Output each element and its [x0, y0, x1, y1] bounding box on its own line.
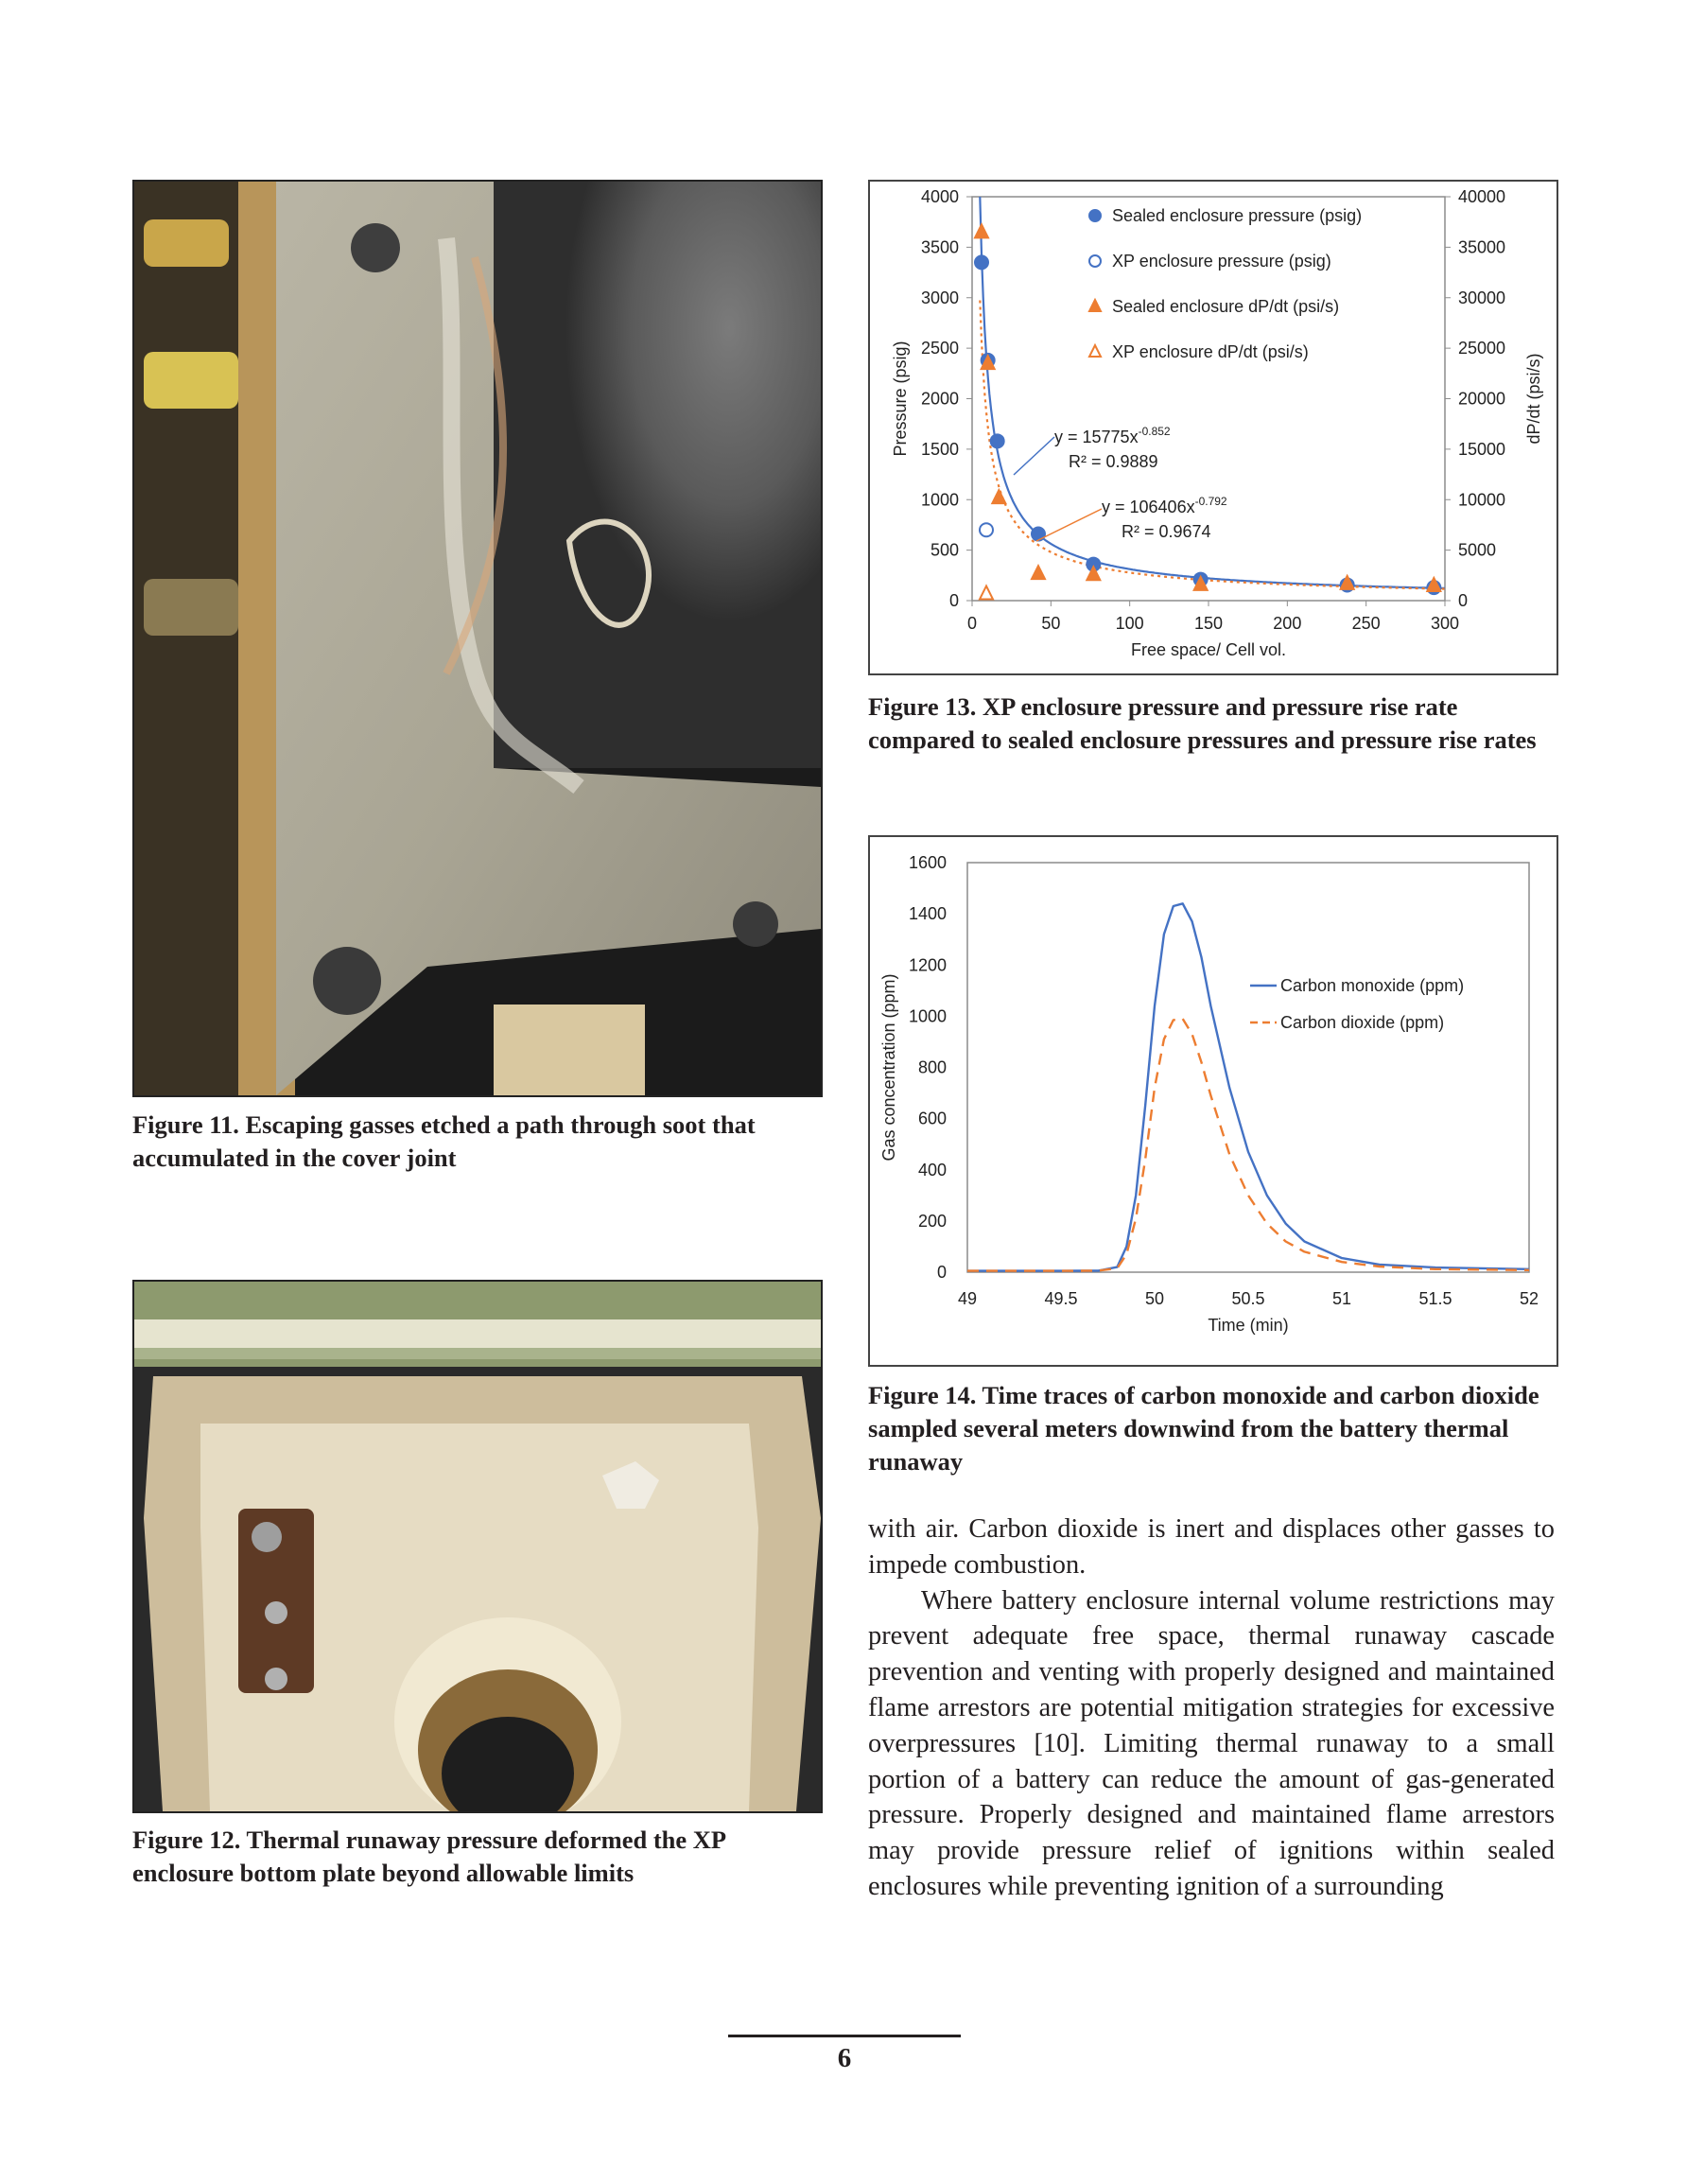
- trendline-1-equation: $y = 15775x^{-0.852}$: [1054, 425, 1171, 446]
- figure-11-photo: [132, 180, 823, 1097]
- x-tick-label: 50.5: [1231, 1289, 1265, 1308]
- legend-label: Carbon monoxide (ppm): [1280, 976, 1465, 995]
- legend-label: Sealed enclosure pressure (psig): [1112, 206, 1363, 225]
- footer-rule: [728, 2035, 961, 2037]
- y2-axis-label: dP/dt (psi/s): [1524, 353, 1543, 445]
- y2-tick-label: 10000: [1458, 490, 1506, 510]
- figure-13-chart: [868, 180, 1558, 675]
- annotation-leader-1: [1014, 437, 1054, 475]
- x-tick-label: 49: [957, 1289, 978, 1308]
- figure-12-caption: Figure 12. Thermal runaway pressure deformed the XP enclosure bottom plate beyond allowable limits: [132, 1826, 725, 1887]
- page-number: 6: [837, 2043, 852, 2073]
- y-tick-label: 500: [930, 540, 959, 560]
- x-tick-label: 300: [1430, 614, 1460, 633]
- figure-14-svg: [870, 837, 1557, 1365]
- x-tick-label: 0: [966, 614, 978, 633]
- x-tick-label: 100: [1115, 614, 1144, 633]
- marker-series-1: [975, 255, 988, 269]
- marker-series-1: [1032, 528, 1045, 541]
- y-tick-label: 1400: [908, 904, 947, 924]
- body-paragraph-1: with air. Carbon dioxide is inert and displaces other gasses to impede combustion.: [868, 1514, 1555, 1580]
- y2-tick-label: 5000: [1458, 540, 1497, 560]
- y2-tick-label: 35000: [1458, 237, 1506, 257]
- y-tick-label: 400: [917, 1160, 947, 1179]
- legend-label: XP enclosure pressure (psig): [1112, 252, 1331, 271]
- marker-series-3: [975, 224, 988, 237]
- y2-tick-label: 0: [1458, 591, 1469, 610]
- x-axis-label: Free space/ Cell vol.: [1130, 640, 1287, 659]
- marker-series-1: [991, 434, 1004, 447]
- trendline-1-r2: R² = 0.9889: [1069, 452, 1158, 471]
- legend-marker: [1089, 210, 1101, 221]
- marker-series-2: [980, 523, 993, 536]
- legend-marker: [1089, 345, 1101, 357]
- y2-tick-label: 15000: [1458, 439, 1506, 459]
- x-tick-label: 250: [1351, 614, 1381, 633]
- y-tick-label: 2500: [920, 339, 959, 358]
- trendline-2-exponent: -0.792: [1194, 495, 1227, 508]
- plot-area: [967, 863, 1529, 1272]
- figure-11-caption: Figure 11. Escaping gasses etched a path through soot that accumulated in the cover joint: [132, 1110, 756, 1172]
- x-axis-label: Time (min): [1208, 1316, 1289, 1335]
- figure-13-caption: Figure 13. XP enclosure pressure and pressure rise rate compared to sealed enclosure pressures and pressure rise rates: [868, 692, 1537, 754]
- x-tick-label: 50: [1144, 1289, 1165, 1308]
- y2-tick-label: 30000: [1458, 288, 1506, 307]
- y-tick-label: 1000: [908, 1006, 947, 1026]
- legend-marker: [1089, 255, 1101, 267]
- legend-label: XP enclosure dP/dt (psi/s): [1112, 342, 1309, 361]
- x-tick-label: 52: [1519, 1289, 1539, 1308]
- legend-marker: [1089, 300, 1101, 311]
- marker-series-3: [992, 490, 1005, 503]
- figure-12-photo: [132, 1280, 823, 1813]
- y2-tick-label: 20000: [1458, 389, 1506, 409]
- y-tick-label: 4000: [920, 187, 959, 206]
- series-line-1: [967, 903, 1529, 1270]
- y2-tick-label: 40000: [1458, 187, 1506, 206]
- y-tick-label: 200: [917, 1211, 947, 1231]
- y2-tick-label: 25000: [1458, 339, 1506, 358]
- x-tick-label: 200: [1273, 614, 1302, 633]
- series-line-2: [967, 1019, 1529, 1271]
- x-tick-label: 49.5: [1044, 1289, 1078, 1308]
- y-tick-label: 3500: [920, 237, 959, 257]
- y-tick-label: 1600: [908, 853, 947, 872]
- trendline-2-r2: R² = 0.9674: [1122, 522, 1211, 541]
- body-text: [868, 1511, 1555, 1905]
- marker-series-4: [980, 586, 993, 600]
- y-tick-label: 600: [917, 1109, 947, 1128]
- x-tick-label: 51: [1331, 1289, 1352, 1308]
- y-tick-label: 1200: [908, 955, 947, 975]
- figure-14-chart: [868, 835, 1558, 1367]
- x-tick-label: 51.5: [1418, 1289, 1452, 1308]
- trendline-2-equation: $y = 106406x^{-0.792}$: [1102, 495, 1227, 516]
- legend-label: Carbon dioxide (ppm): [1280, 1013, 1445, 1032]
- y-tick-label: 800: [917, 1057, 947, 1077]
- x-tick-label: 150: [1193, 614, 1224, 633]
- x-tick-label: 50: [1041, 614, 1061, 633]
- y-tick-label: 1000: [920, 490, 959, 510]
- trendline-1-exponent: -0.852: [1138, 425, 1171, 438]
- y-tick-label: 3000: [920, 288, 959, 307]
- y-tick-label: 0: [936, 1263, 947, 1282]
- annotation-leader-2: [1036, 509, 1102, 541]
- figure-13-svg: [870, 182, 1557, 673]
- y-axis-label: Pressure (psig): [891, 341, 910, 457]
- y-tick-label: 2000: [920, 389, 959, 409]
- body-paragraph-2: Where battery enclosure internal volume restrictions may prevent adequate free space, thermal runaway cascade prevention and venting with properly designed and maintained flame arrestors are potential mitigation strategies for excessive overpressures [10]. Limiting thermal runaway to a small portion of a battery can reduce the amount of gas-generated pressure. Properly designed and maintained flame arrestors may provide pressure relief of ignitions within sealed enclosures while preventing ignition of a surrounding: [868, 1585, 1555, 1901]
- y-axis-label: Gas concentration (ppm): [879, 973, 898, 1162]
- y-tick-label: 0: [948, 591, 959, 610]
- marker-series-3: [1032, 566, 1045, 579]
- figure-14-caption: Figure 14. Time traces of carbon monoxide and carbon dioxide sampled several meters downwind from the battery thermal runaway: [868, 1381, 1539, 1476]
- y-tick-label: 1500: [920, 439, 959, 459]
- legend-label: Sealed enclosure dP/dt (psi/s): [1112, 297, 1340, 316]
